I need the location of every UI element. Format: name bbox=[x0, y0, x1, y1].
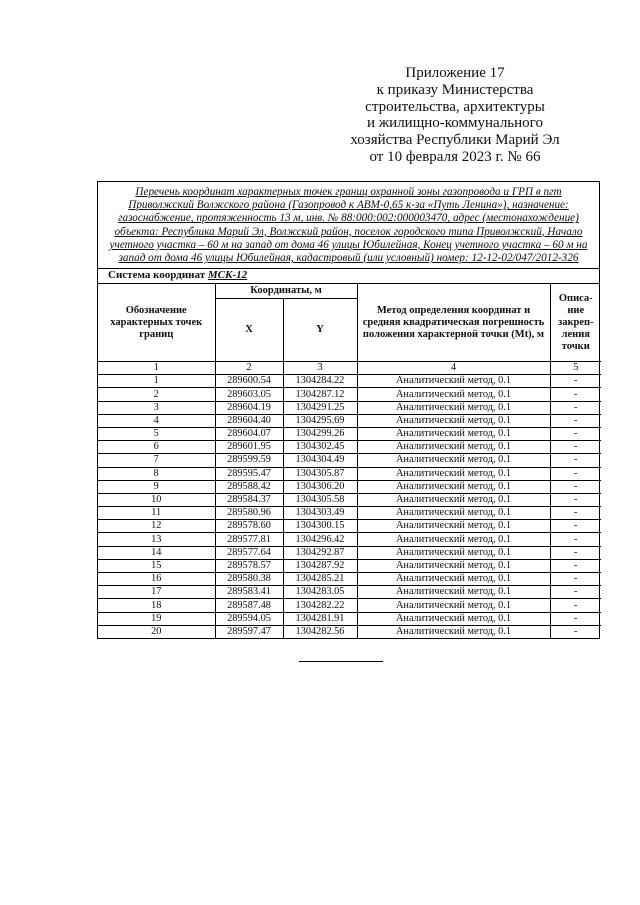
point-number: 10 bbox=[98, 493, 215, 506]
table-row bbox=[98, 507, 601, 520]
method: Аналитический метод, 0.1 bbox=[357, 427, 550, 440]
method: Аналитический метод, 0.1 bbox=[357, 546, 550, 559]
point-number: 14 bbox=[98, 546, 215, 559]
coord-x: 289599.59 bbox=[215, 454, 283, 467]
description: - bbox=[550, 454, 601, 467]
method: Аналитический метод, 0.1 bbox=[357, 414, 550, 427]
description: - bbox=[550, 559, 601, 572]
method: Аналитический метод, 0.1 bbox=[357, 599, 550, 612]
coord-y: 1304306.20 bbox=[283, 480, 357, 493]
description: - bbox=[550, 467, 601, 480]
point-number: 3 bbox=[98, 401, 215, 414]
table-row bbox=[98, 612, 601, 625]
table-row bbox=[98, 625, 601, 638]
coord-x: 289584.37 bbox=[215, 493, 283, 506]
table-row bbox=[98, 467, 601, 480]
coord-y: 1304282.56 bbox=[283, 625, 357, 638]
point-number: 13 bbox=[98, 533, 215, 546]
table-row bbox=[98, 427, 601, 440]
description: - bbox=[550, 586, 601, 599]
table-row bbox=[98, 375, 601, 388]
point-number: 12 bbox=[98, 520, 215, 533]
column-index: 1 bbox=[98, 362, 215, 375]
header-coordinates: Координаты, м bbox=[215, 284, 357, 299]
table-row bbox=[98, 559, 601, 572]
description: - bbox=[550, 520, 601, 533]
table-row bbox=[98, 520, 601, 533]
coord-y: 1304299.26 bbox=[283, 427, 357, 440]
coord-y: 1304281.91 bbox=[283, 612, 357, 625]
header-description: Описа-ние закреп-ления точки bbox=[550, 284, 601, 362]
coord-y: 1304282.22 bbox=[283, 599, 357, 612]
box-title: Перечень координат характерных точек границ охранной зоны газопровода и ГРП в пгт Приволжский Волжского района (Газопровод к АВМ-0,65 к-за «Путь Ленина»), назначение: газоснабжение, протяженность 13 м, инв. № 88:000:002:000003470, адрес (местонахождение) объекта: Республика Марий Эл, Волжский район, поселок городского типа Приволжский, Начало учетного участка – 60 м на запад от дома 46 улицы Юбилейная, Конец учетного участка – 60 м на запад от дома 46 улицы Юбилейная, кадастровый (или условный) номер: 12-12-02/047/2012-326 bbox=[98, 182, 599, 269]
point-number: 4 bbox=[98, 414, 215, 427]
coord-x: 289600.54 bbox=[215, 375, 283, 388]
coord-x: 289580.96 bbox=[215, 507, 283, 520]
method: Аналитический метод, 0.1 bbox=[357, 507, 550, 520]
table-row bbox=[98, 533, 601, 546]
method: Аналитический метод, 0.1 bbox=[357, 559, 550, 572]
coord-y: 1304283.05 bbox=[283, 586, 357, 599]
description: - bbox=[550, 573, 601, 586]
separator-line bbox=[299, 661, 383, 662]
coord-x: 289595.47 bbox=[215, 467, 283, 480]
column-index: 2 bbox=[215, 362, 283, 375]
table-row bbox=[98, 480, 601, 493]
coord-y: 1304304.49 bbox=[283, 454, 357, 467]
coord-x: 289588.42 bbox=[215, 480, 283, 493]
description: - bbox=[550, 401, 601, 414]
column-index-row bbox=[98, 362, 601, 375]
point-number: 9 bbox=[98, 480, 215, 493]
coord-y: 1304285.21 bbox=[283, 573, 357, 586]
coord-y: 1304296.42 bbox=[283, 533, 357, 546]
coord-x: 289601.95 bbox=[215, 441, 283, 454]
point-number: 6 bbox=[98, 441, 215, 454]
coord-x: 289604.19 bbox=[215, 401, 283, 414]
description: - bbox=[550, 414, 601, 427]
appendix-line: к приказу Министерства bbox=[376, 81, 534, 98]
appendix-header bbox=[330, 65, 580, 166]
header-method: Метод определения координат и средняя квадратическая погрешность положения характерной точки (Mt), м bbox=[357, 284, 550, 362]
table-row bbox=[98, 401, 601, 414]
method: Аналитический метод, 0.1 bbox=[357, 573, 550, 586]
method: Аналитический метод, 0.1 bbox=[357, 441, 550, 454]
column-index: 3 bbox=[283, 362, 357, 375]
column-index: 5 bbox=[550, 362, 601, 375]
point-number: 15 bbox=[98, 559, 215, 572]
point-number: 20 bbox=[98, 625, 215, 638]
description: - bbox=[550, 388, 601, 401]
point-number: 11 bbox=[98, 507, 215, 520]
coordinate-system-label: Система координат bbox=[108, 269, 206, 282]
coord-x: 289604.40 bbox=[215, 414, 283, 427]
method: Аналитический метод, 0.1 bbox=[357, 454, 550, 467]
table-row bbox=[98, 441, 601, 454]
description: - bbox=[550, 480, 601, 493]
table-row bbox=[98, 493, 601, 506]
method: Аналитический метод, 0.1 bbox=[357, 480, 550, 493]
description: - bbox=[550, 493, 601, 506]
coord-x: 289577.81 bbox=[215, 533, 283, 546]
header-point: Обозначение характерных точек границ bbox=[98, 284, 215, 362]
coord-x: 289583.41 bbox=[215, 586, 283, 599]
table-row bbox=[98, 414, 601, 427]
coord-y: 1304305.58 bbox=[283, 493, 357, 506]
appendix-line: строительства, архитектуры bbox=[365, 98, 545, 115]
description: - bbox=[550, 546, 601, 559]
coord-x: 289594.05 bbox=[215, 612, 283, 625]
description: - bbox=[550, 533, 601, 546]
description: - bbox=[550, 507, 601, 520]
method: Аналитический метод, 0.1 bbox=[357, 533, 550, 546]
point-number: 1 bbox=[98, 375, 215, 388]
description: - bbox=[550, 375, 601, 388]
coord-x: 289603.05 bbox=[215, 388, 283, 401]
method: Аналитический метод, 0.1 bbox=[357, 375, 550, 388]
coord-y: 1304295.69 bbox=[283, 414, 357, 427]
point-number: 17 bbox=[98, 586, 215, 599]
appendix-line: Приложение 17 bbox=[405, 65, 505, 81]
method: Аналитический метод, 0.1 bbox=[357, 401, 550, 414]
method: Аналитический метод, 0.1 bbox=[357, 625, 550, 638]
coordinate-system-row bbox=[98, 269, 599, 284]
point-number: 8 bbox=[98, 467, 215, 480]
method: Аналитический метод, 0.1 bbox=[357, 467, 550, 480]
table-row bbox=[98, 586, 601, 599]
method: Аналитический метод, 0.1 bbox=[357, 493, 550, 506]
point-number: 5 bbox=[98, 427, 215, 440]
coord-y: 1304284.22 bbox=[283, 375, 357, 388]
coord-x: 289604.07 bbox=[215, 427, 283, 440]
point-number: 18 bbox=[98, 599, 215, 612]
coord-y: 1304305.87 bbox=[283, 467, 357, 480]
point-number: 2 bbox=[98, 388, 215, 401]
description: - bbox=[550, 441, 601, 454]
column-index: 4 bbox=[357, 362, 550, 375]
method: Аналитический метод, 0.1 bbox=[357, 520, 550, 533]
header-x: X bbox=[215, 299, 283, 362]
point-number: 19 bbox=[98, 612, 215, 625]
coord-y: 1304292.87 bbox=[283, 546, 357, 559]
coord-x: 289577.64 bbox=[215, 546, 283, 559]
point-number: 7 bbox=[98, 454, 215, 467]
point-number: 16 bbox=[98, 573, 215, 586]
coord-x: 289578.57 bbox=[215, 559, 283, 572]
coord-y: 1304300.15 bbox=[283, 520, 357, 533]
coord-x: 289587.48 bbox=[215, 599, 283, 612]
table-row bbox=[98, 573, 601, 586]
coord-y: 1304302.45 bbox=[283, 441, 357, 454]
table-row bbox=[98, 546, 601, 559]
description: - bbox=[550, 625, 601, 638]
table-row bbox=[98, 599, 601, 612]
table-row bbox=[98, 388, 601, 401]
coordinate-system-value: МСК-12 bbox=[207, 269, 248, 282]
method: Аналитический метод, 0.1 bbox=[357, 586, 550, 599]
coord-y: 1304287.12 bbox=[283, 388, 357, 401]
appendix-line: от 10 февраля 2023 г. № 66 bbox=[369, 148, 541, 165]
coord-y: 1304287.92 bbox=[283, 559, 357, 572]
appendix-line: и жилищно-коммунального bbox=[367, 115, 543, 132]
method: Аналитический метод, 0.1 bbox=[357, 612, 550, 625]
coord-y: 1304303.49 bbox=[283, 507, 357, 520]
coord-y: 1304291.25 bbox=[283, 401, 357, 414]
description: - bbox=[550, 599, 601, 612]
method: Аналитический метод, 0.1 bbox=[357, 388, 550, 401]
description: - bbox=[550, 427, 601, 440]
coordinates-table bbox=[98, 284, 601, 638]
appendix-line: хозяйства Республики Марий Эл bbox=[350, 132, 560, 149]
description: - bbox=[550, 612, 601, 625]
coord-x: 289597.47 bbox=[215, 625, 283, 638]
table-row bbox=[98, 454, 601, 467]
header-y: Y bbox=[283, 299, 357, 362]
coordinates-box bbox=[97, 181, 600, 639]
coord-x: 289578.60 bbox=[215, 520, 283, 533]
coord-x: 289580.38 bbox=[215, 573, 283, 586]
